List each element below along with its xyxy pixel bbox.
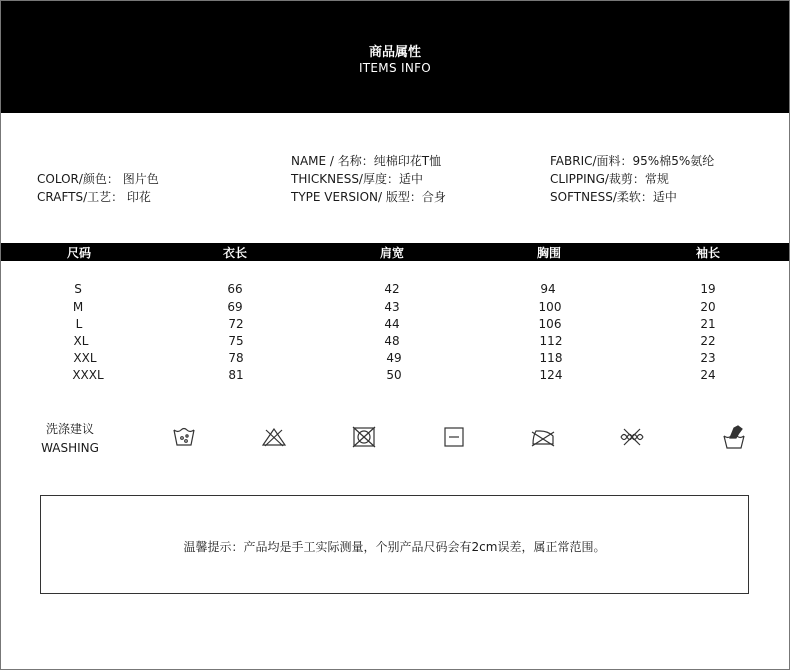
table-row bbox=[0, 350, 790, 367]
cell-chest: 100 bbox=[538, 300, 562, 314]
cell-sleeve: 20 bbox=[700, 300, 716, 314]
cell-shoulder: 50 bbox=[386, 368, 402, 382]
info-clipping: CLIPPING/裁剪：常规 bbox=[550, 172, 669, 186]
no-tumble-dry-icon bbox=[351, 424, 377, 450]
info-name: NAME / 名称：纯棉印花T恤 bbox=[291, 154, 442, 168]
cell-sleeve: 21 bbox=[700, 317, 716, 331]
cell-chest: 112 bbox=[539, 334, 563, 348]
size-table-header bbox=[1, 243, 789, 261]
table-row bbox=[0, 299, 790, 316]
info-softness: SOFTNESS/柔软：适中 bbox=[550, 190, 677, 204]
table-row bbox=[0, 367, 790, 384]
cell-sleeve: 22 bbox=[700, 334, 716, 348]
col-header-sleeve: 袖长 bbox=[695, 246, 721, 260]
cell-length: 66 bbox=[227, 282, 243, 296]
wash-30-icon bbox=[171, 424, 197, 450]
cell-shoulder: 42 bbox=[384, 282, 400, 296]
info-thickness: THICKNESS/厚度：适中 bbox=[291, 172, 423, 186]
cell-shoulder: 44 bbox=[384, 317, 400, 331]
cell-length: 72 bbox=[228, 317, 244, 331]
info-column-1 bbox=[37, 170, 159, 206]
washing-label-en: WASHING bbox=[41, 441, 99, 455]
info-fabric: FABRIC/面料：95%棉5%氨纶 bbox=[550, 154, 715, 168]
cell-chest: 94 bbox=[540, 282, 556, 296]
cell-chest: 118 bbox=[539, 351, 563, 365]
cell-sleeve: 23 bbox=[700, 351, 716, 365]
no-wring-icon bbox=[619, 424, 645, 450]
cell-shoulder: 48 bbox=[384, 334, 400, 348]
info-column-3 bbox=[550, 152, 714, 206]
cell-size: L bbox=[75, 317, 83, 331]
col-header-length: 衣长 bbox=[222, 246, 248, 260]
table-row bbox=[0, 333, 790, 350]
note-text: 温馨提示：产品均是手工实际测量，个别产品尺码会有2cm误差，属正常范围。 bbox=[183, 540, 606, 554]
washing-label bbox=[20, 420, 120, 458]
cell-length: 69 bbox=[227, 300, 243, 314]
info-column-2 bbox=[291, 152, 446, 206]
table-row bbox=[0, 316, 790, 333]
col-header-chest: 胸围 bbox=[536, 246, 562, 260]
cell-size: S bbox=[74, 282, 82, 296]
iron-low-icon bbox=[530, 424, 556, 450]
header-banner bbox=[1, 1, 789, 113]
cell-sleeve: 19 bbox=[700, 282, 716, 296]
header-title-en: ITEMS INFO bbox=[358, 61, 432, 75]
info-type-version: TYPE VERSION/ 版型：合身 bbox=[291, 190, 446, 204]
dry-flat-icon bbox=[441, 424, 467, 450]
cell-size: XXL bbox=[73, 351, 97, 365]
info-crafts: CRAFTS/工艺： 印花 bbox=[37, 190, 151, 204]
table-row bbox=[0, 281, 790, 298]
cell-shoulder: 43 bbox=[384, 300, 400, 314]
cell-size: M bbox=[72, 300, 84, 314]
no-bleach-icon bbox=[261, 424, 287, 450]
cell-length: 75 bbox=[228, 334, 244, 348]
washing-label-cn: 洗涤建议 bbox=[45, 422, 94, 436]
col-header-shoulder: 肩宽 bbox=[379, 246, 405, 260]
cell-shoulder: 49 bbox=[386, 351, 402, 365]
note-box bbox=[40, 495, 749, 594]
cell-size: XXXL bbox=[72, 368, 104, 382]
cell-length: 78 bbox=[228, 351, 244, 365]
cell-chest: 124 bbox=[539, 368, 563, 382]
cell-size: XL bbox=[73, 334, 89, 348]
info-color: COLOR/颜色： 图片色 bbox=[37, 172, 159, 186]
cell-sleeve: 24 bbox=[700, 368, 716, 382]
hand-wash-icon bbox=[721, 424, 747, 450]
header-title-cn: 商品属性 bbox=[368, 45, 421, 60]
col-header-size: 尺码 bbox=[66, 246, 92, 260]
cell-chest: 106 bbox=[538, 317, 562, 331]
cell-length: 81 bbox=[228, 368, 244, 382]
